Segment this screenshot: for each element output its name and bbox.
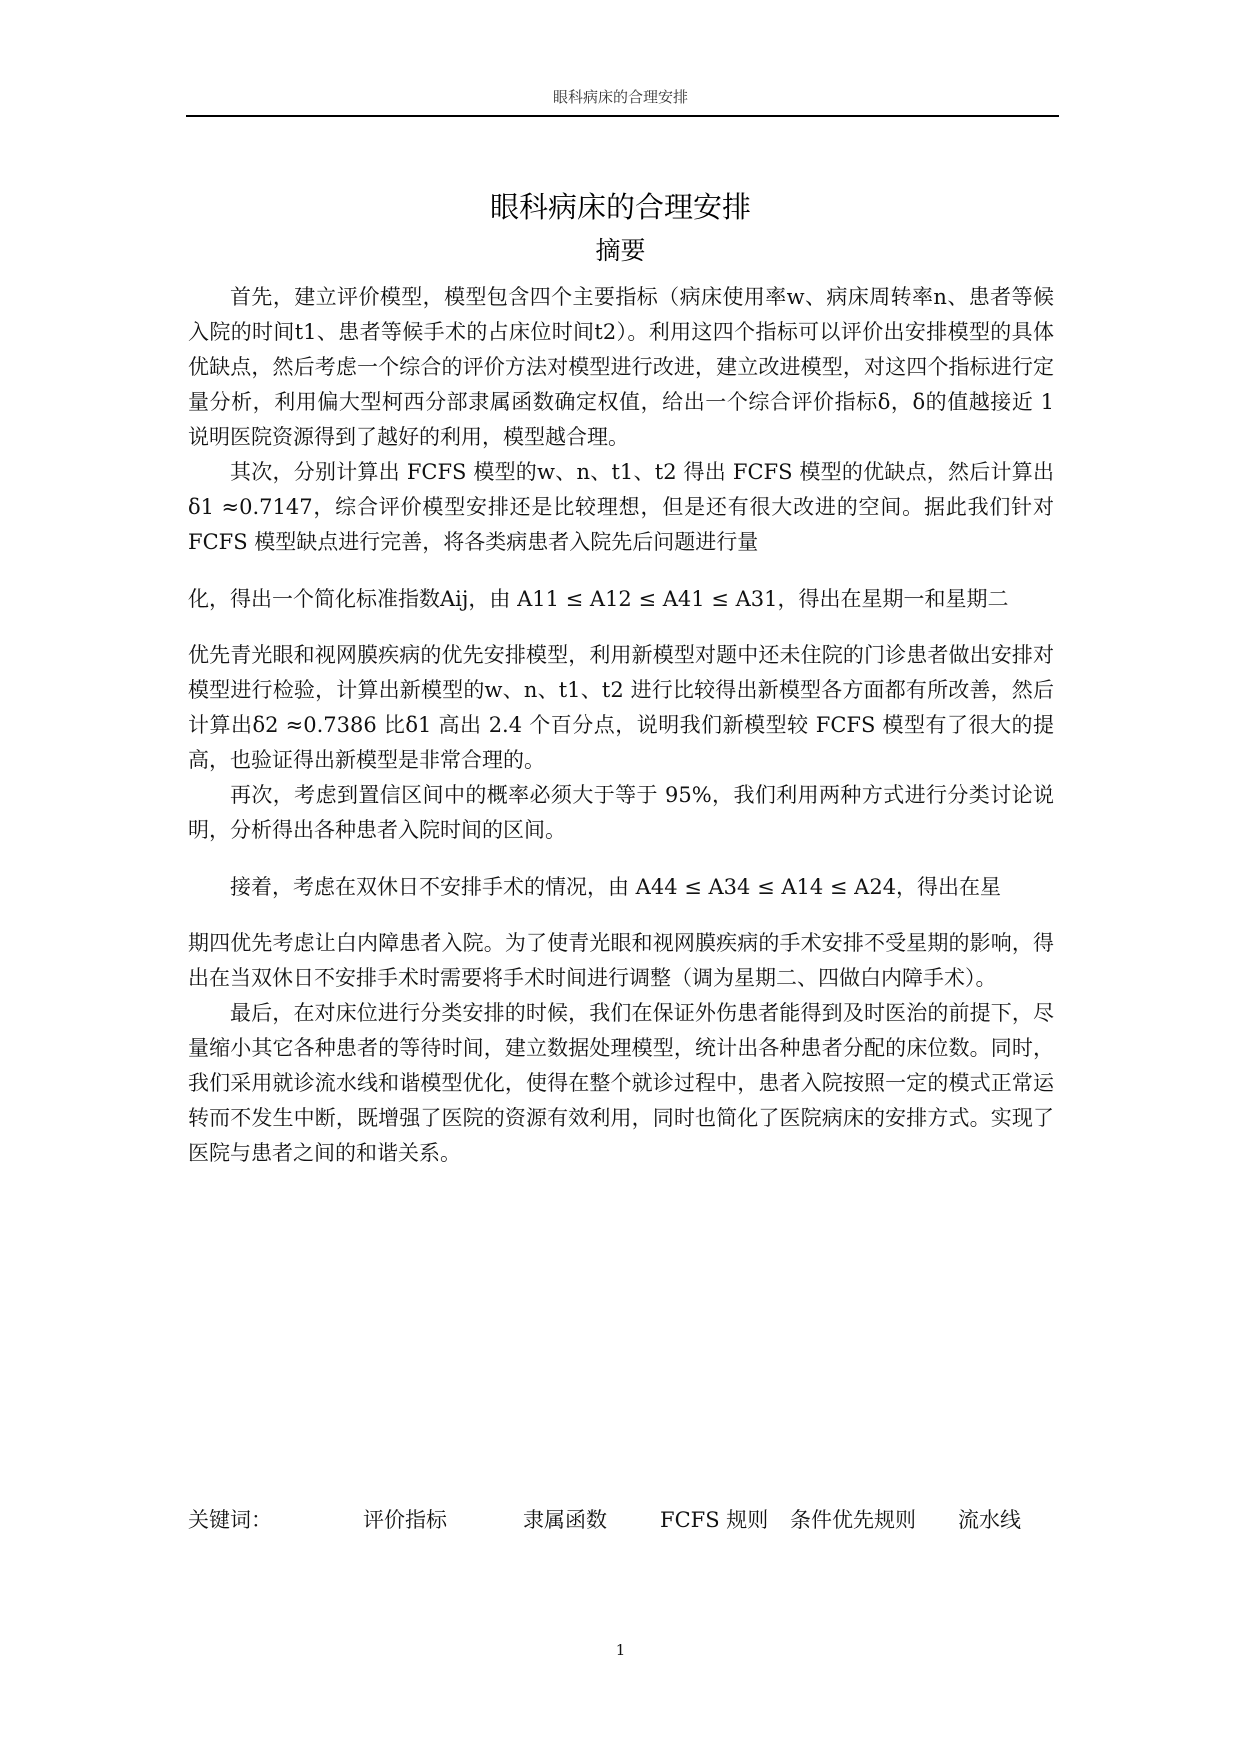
running-header: 眼科病床的合理安排 (552, 88, 688, 106)
abstract-heading: 摘要 (595, 236, 646, 265)
abstract-paragraph-2c: 优先青光眼和视网膜疾病的优先安排模型，利用新模型对题中还未住院的门诊患者做出安排对模型进行检验，计算出新模型的w、n、t1、t2 进行比较得出新模型各方面都有所改善，然后计算出δ2 ≈0.7386 比δ1 高出 2.4 个百分点，说明我们新模型较 FCFS 模型有了很大的提高，也验证得出新模型是非常合理的。 (188, 643, 1054, 772)
abstract-paragraph-4a: 接着，考虑在双休日不安排手术的情况，由 A44 ≤ A34 ≤ A14 ≤ A24，得出在星 (230, 875, 1002, 899)
document-title: 眼科病床的合理安排 (489, 190, 751, 225)
keyword-item: 条件优先规则 (790, 1508, 916, 1532)
abstract-body (188, 280, 1054, 1171)
abstract-paragraph-2a: 其次，分别计算出 FCFS 模型的w、n、t1、t2 得出 FCFS 模型的优缺点，然后计算出δ1 ≈0.7147，综合评价模型安排还是比较理想，但是还有很大改进的空间。据此我们针对 FCFS 模型缺点进行完善，将各类病患者入院先后问题进行量 (188, 460, 1054, 554)
keyword-item: FCFS 规则 (660, 1508, 769, 1532)
keyword-item: 流水线 (958, 1508, 1021, 1532)
keyword-item: 隶属函数 (523, 1508, 607, 1532)
abstract-paragraph-3: 再次，考虑到置信区间中的概率必须大于等于 95%，我们利用两种方式进行分类讨论说明，分析得出各种患者入院时间的区间。 (188, 783, 1054, 842)
header-rule (186, 115, 1059, 117)
abstract-paragraph-2b: 化，得出一个简化标准指数Aij，由 A11 ≤ A12 ≤ A41 ≤ A31，得出在星期一和星期二 (188, 587, 1009, 611)
keywords-line (188, 1504, 1058, 1536)
abstract-paragraph-5: 最后，在对床位进行分类安排的时候，我们在保证外伤患者能得到及时医治的前提下，尽量缩小其它各种患者的等待时间，建立数据处理模型，统计出各种患者分配的床位数。同时，我们采用就诊流水线和谐模型优化，使得在整个就诊过程中，患者入院按照一定的模式正常运转而不发生中断，既增强了医院的资源有效利用，同时也简化了医院病床的安排方式。实现了医院与患者之间的和谐关系。 (188, 1001, 1054, 1165)
page-number: 1 (615, 1641, 626, 1659)
keyword-item: 评价指标 (363, 1508, 447, 1532)
abstract-paragraph-4b: 期四优先考虑让白内障患者入院。为了使青光眼和视网膜疾病的手术安排不受星期的影响，得出在当双休日不安排手术时需要将手术时间进行调整（调为星期二、四做白内障手术）。 (188, 931, 1054, 990)
abstract-paragraph-1: 首先，建立评价模型，模型包含四个主要指标（病床使用率w、病床周转率n、患者等候入院的时间t1、患者等候手术的占床位时间t2）。利用这四个指标可以评价出安排模型的具体优缺点，然后考虑一个综合的评价方法对模型进行改进，建立改进模型，对这四个指标进行定量分析，利用偏大型柯西分部隶属函数确定权值，给出一个综合评价指标δ，δ的值越接近 1 说明医院资源得到了越好的利用，模型越合理。 (188, 285, 1054, 449)
keywords-label: 关键词： (188, 1508, 272, 1532)
